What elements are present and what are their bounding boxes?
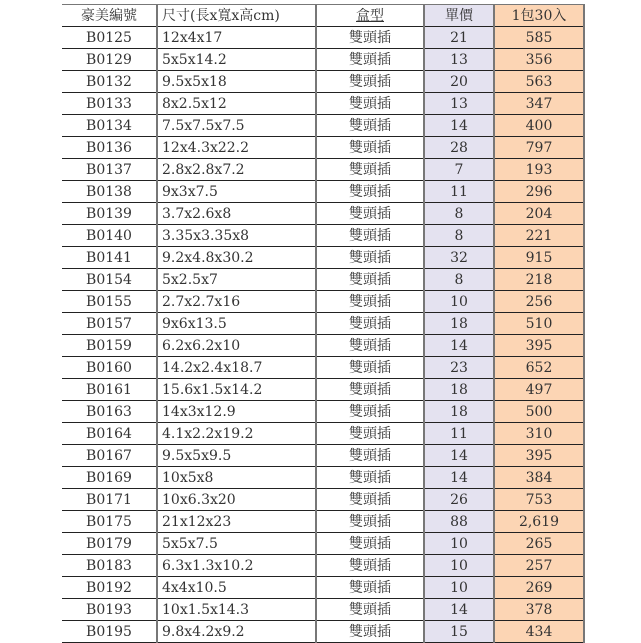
cell-size: 4.1x2.2x19.2 [157,423,316,445]
cell-unit-price: 18 [424,379,494,401]
cell-unit-price: 7 [424,159,494,181]
cell-unit-price: 13 [424,49,494,71]
cell-product-id: B0171 [62,489,157,511]
cell-box-type: 雙頭插 [316,247,424,269]
cell-product-id: B0132 [62,71,157,93]
header-pack-price: 1包30入 [494,5,584,27]
table-row [62,49,584,71]
cell-box-type: 雙頭插 [316,533,424,555]
cell-pack-price: 400 [494,115,584,137]
cell-product-id: B0140 [62,225,157,247]
cell-unit-price: 14 [424,445,494,467]
table-row [62,511,584,533]
cell-product-id: B0137 [62,159,157,181]
table-row [62,533,584,555]
cell-product-id: B0157 [62,313,157,335]
cell-box-type: 雙頭插 [316,71,424,93]
cell-unit-price: 13 [424,93,494,115]
cell-pack-price: 269 [494,577,584,599]
cell-unit-price: 18 [424,313,494,335]
cell-box-type: 雙頭插 [316,49,424,71]
cell-size: 15.6x1.5x14.2 [157,379,316,401]
cell-pack-price: 563 [494,71,584,93]
cell-box-type: 雙頭插 [316,621,424,643]
header-unit-price: 單價 [424,5,494,27]
cell-pack-price: 310 [494,423,584,445]
header-size: 尺寸(長x寬x高cm) [157,5,316,27]
cell-box-type: 雙頭插 [316,291,424,313]
cell-product-id: B0183 [62,555,157,577]
cell-box-type: 雙頭插 [316,577,424,599]
cell-size: 21x12x23 [157,511,316,533]
cell-unit-price: 21 [424,27,494,49]
cell-unit-price: 14 [424,467,494,489]
price-table-body [62,5,584,643]
cell-pack-price: 265 [494,533,584,555]
cell-box-type: 雙頭插 [316,159,424,181]
cell-product-id: B0195 [62,621,157,643]
table-row [62,181,584,203]
cell-size: 12x4x17 [157,27,316,49]
cell-unit-price: 88 [424,511,494,533]
table-row [62,599,584,621]
cell-product-id: B0163 [62,401,157,423]
table-row [62,313,584,335]
cell-size: 6.3x1.3x10.2 [157,555,316,577]
header-product-id: 豪美編號 [62,5,157,27]
cell-size: 9x6x13.5 [157,313,316,335]
table-row [62,159,584,181]
cell-size: 14.2x2.4x18.7 [157,357,316,379]
cell-product-id: B0161 [62,379,157,401]
cell-pack-price: 296 [494,181,584,203]
cell-box-type: 雙頭插 [316,467,424,489]
table-row [62,269,584,291]
cell-product-id: B0169 [62,467,157,489]
cell-size: 3.35x3.35x8 [157,225,316,247]
cell-pack-price: 497 [494,379,584,401]
cell-pack-price: 797 [494,137,584,159]
cell-unit-price: 15 [424,621,494,643]
cell-size: 14x3x12.9 [157,401,316,423]
cell-product-id: B0192 [62,577,157,599]
cell-product-id: B0125 [62,27,157,49]
table-row [62,555,584,577]
cell-box-type: 雙頭插 [316,27,424,49]
cell-pack-price: 347 [494,93,584,115]
cell-pack-price: 585 [494,27,584,49]
cell-unit-price: 14 [424,335,494,357]
cell-pack-price: 500 [494,401,584,423]
cell-product-id: B0133 [62,93,157,115]
cell-size: 9.8x4.2x9.2 [157,621,316,643]
cell-box-type: 雙頭插 [316,599,424,621]
cell-product-id: B0138 [62,181,157,203]
cell-unit-price: 11 [424,423,494,445]
table-row [62,247,584,269]
table-row [62,401,584,423]
cell-pack-price: 395 [494,335,584,357]
cell-size: 5x5x14.2 [157,49,316,71]
price-table [62,4,585,643]
cell-size: 9.2x4.8x30.2 [157,247,316,269]
cell-unit-price: 8 [424,203,494,225]
table-row [62,27,584,49]
cell-size: 2.7x2.7x16 [157,291,316,313]
cell-size: 3.7x2.6x8 [157,203,316,225]
cell-product-id: B0141 [62,247,157,269]
cell-product-id: B0175 [62,511,157,533]
cell-product-id: B0159 [62,335,157,357]
cell-product-id: B0160 [62,357,157,379]
cell-box-type: 雙頭插 [316,401,424,423]
cell-size: 10x1.5x14.3 [157,599,316,621]
cell-size: 2.8x2.8x7.2 [157,159,316,181]
cell-box-type: 雙頭插 [316,115,424,137]
cell-box-type: 雙頭插 [316,269,424,291]
cell-pack-price: 221 [494,225,584,247]
cell-pack-price: 193 [494,159,584,181]
cell-unit-price: 10 [424,291,494,313]
cell-size: 4x4x10.5 [157,577,316,599]
cell-pack-price: 384 [494,467,584,489]
cell-box-type: 雙頭插 [316,511,424,533]
cell-box-type: 雙頭插 [316,489,424,511]
cell-unit-price: 11 [424,181,494,203]
cell-product-id: B0134 [62,115,157,137]
cell-unit-price: 23 [424,357,494,379]
cell-product-id: B0155 [62,291,157,313]
cell-size: 7.5x7.5x7.5 [157,115,316,137]
cell-unit-price: 10 [424,555,494,577]
cell-product-id: B0167 [62,445,157,467]
cell-product-id: B0193 [62,599,157,621]
cell-size: 5x2.5x7 [157,269,316,291]
cell-unit-price: 10 [424,533,494,555]
table-row [62,467,584,489]
cell-pack-price: 356 [494,49,584,71]
cell-unit-price: 14 [424,115,494,137]
table-row [62,335,584,357]
table-row [62,225,584,247]
table-row [62,489,584,511]
cell-unit-price: 14 [424,599,494,621]
cell-pack-price: 2,619 [494,511,584,533]
table-row [62,577,584,599]
cell-box-type: 雙頭插 [316,335,424,357]
cell-product-id: B0164 [62,423,157,445]
cell-product-id: B0139 [62,203,157,225]
cell-box-type: 雙頭插 [316,379,424,401]
cell-size: 10x5x8 [157,467,316,489]
header-box-type [316,5,424,27]
cell-pack-price: 652 [494,357,584,379]
cell-unit-price: 32 [424,247,494,269]
cell-size: 8x2.5x12 [157,93,316,115]
cell-pack-price: 256 [494,291,584,313]
table-row [62,115,584,137]
cell-box-type: 雙頭插 [316,203,424,225]
cell-unit-price: 26 [424,489,494,511]
table-row [62,379,584,401]
cell-box-type: 雙頭插 [316,181,424,203]
cell-unit-price: 8 [424,269,494,291]
cell-size: 9x3x7.5 [157,181,316,203]
cell-unit-price: 28 [424,137,494,159]
cell-box-type: 雙頭插 [316,225,424,247]
cell-pack-price: 257 [494,555,584,577]
cell-pack-price: 753 [494,489,584,511]
table-row [62,93,584,115]
cell-unit-price: 10 [424,577,494,599]
cell-pack-price: 434 [494,621,584,643]
table-row [62,445,584,467]
cell-product-id: B0129 [62,49,157,71]
cell-pack-price: 510 [494,313,584,335]
cell-unit-price: 20 [424,71,494,93]
cell-pack-price: 378 [494,599,584,621]
cell-box-type: 雙頭插 [316,423,424,445]
cell-pack-price: 915 [494,247,584,269]
cell-size: 10x6.3x20 [157,489,316,511]
cell-box-type: 雙頭插 [316,445,424,467]
cell-product-id: B0179 [62,533,157,555]
cell-pack-price: 395 [494,445,584,467]
table-row [62,291,584,313]
cell-size: 9.5x5x18 [157,71,316,93]
cell-box-type: 雙頭插 [316,93,424,115]
cell-box-type: 雙頭插 [316,357,424,379]
table-row [62,203,584,225]
table-row [62,423,584,445]
cell-size: 12x4.3x22.2 [157,137,316,159]
table-row [62,357,584,379]
cell-size: 5x5x7.5 [157,533,316,555]
cell-pack-price: 204 [494,203,584,225]
cell-box-type: 雙頭插 [316,555,424,577]
cell-product-id: B0154 [62,269,157,291]
cell-product-id: B0136 [62,137,157,159]
cell-unit-price: 18 [424,401,494,423]
cell-pack-price: 218 [494,269,584,291]
cell-box-type: 雙頭插 [316,313,424,335]
cell-size: 6.2x6.2x10 [157,335,316,357]
cell-size: 9.5x5x9.5 [157,445,316,467]
header-box-type-label: 盒型 [356,7,384,24]
cell-box-type: 雙頭插 [316,137,424,159]
table-row [62,71,584,93]
header-row [62,5,584,27]
cell-unit-price: 8 [424,225,494,247]
table-row [62,621,584,643]
table-row [62,137,584,159]
